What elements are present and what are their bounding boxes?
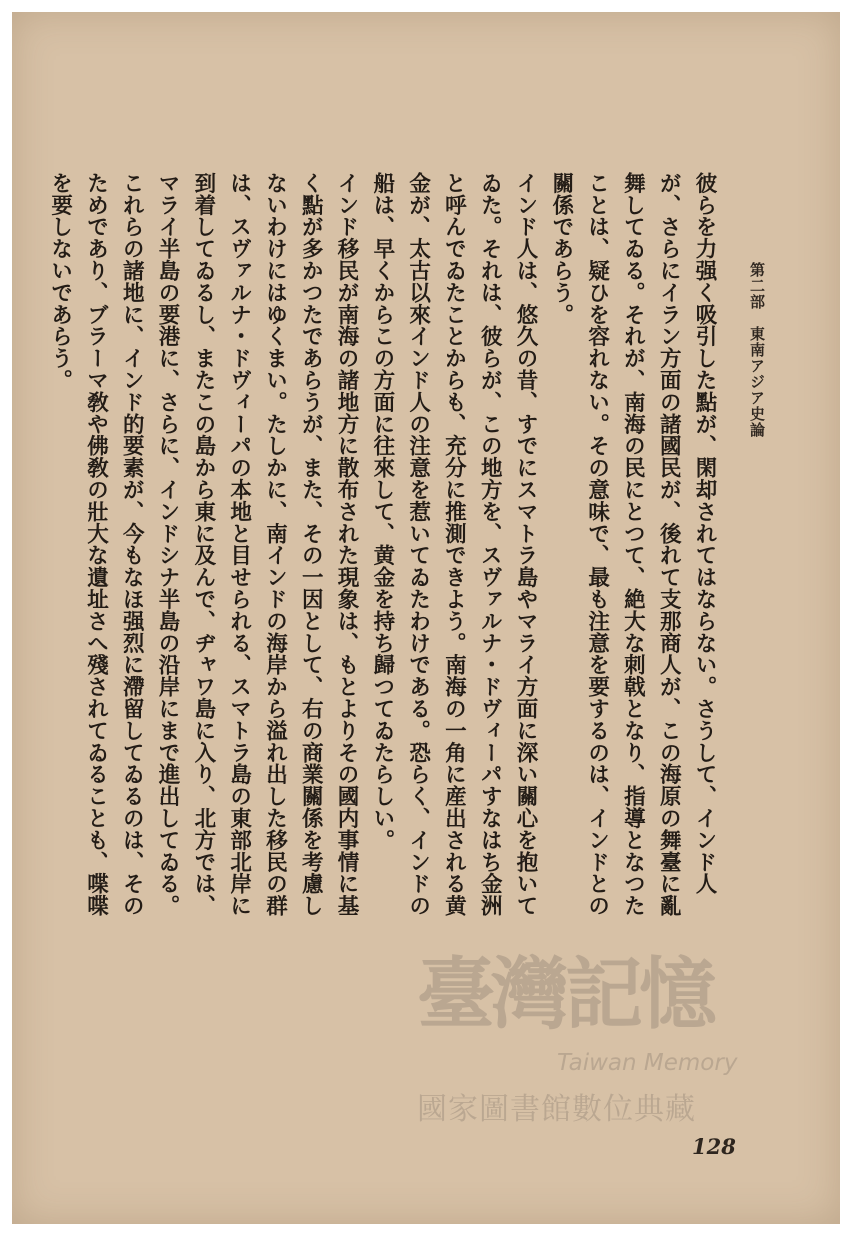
watermark [417,922,817,1142]
watermark-latin: Taiwan Memory [557,1050,738,1076]
body-text [47,172,722,922]
book-page [12,12,840,1224]
watermark-chars: 臺灣記憶 [417,950,714,1040]
paragraph-2: インド人は、悠久の昔、すでにスマトラ島やマライ方面に深い關心を抱いてゐた。それは、彼らが、この地方を、スヴァルナ・ドヴィーパすなはち金洲と呼んでゐたことからも、充分に推測できよう。南海の一角に産出される黄金が、太古以來インド人の注意を惹いてゐたわけである。恐らく、インドの船は、早くからこの方面に往來して、黄金を持ち歸つてゐたらしい。 [369,172,539,917]
paragraph-1: 彼らを力强く吸引した點が、閑却されてはならない。さうして、インド人が、さらにイラン方面の諸國民が、後れて支那商人が、この海原の舞臺に亂舞してゐる。それが、南海の民にとつて、絶大な刺戟となり、指導となつたことは、疑ひを容れない。その意味で、最も注意を要するのは、インドとの關係であらう。 [548,172,717,917]
paragraph-3: インド移民が南海の諸地方に散布された現象は、もとよりその國内事情に基く點が多かつたであらうが、また、その一因として、右の商業關係を考慮しないわけにはゆくまい。たしかに、南インドの海岸から溢れ出した移民の群は、スヴァルナ・ドヴィーパの本地と目せられる、スマトラ島の東部北岸に到着してゐるし、またこの島から東に及んで、ヂャワ島に入り、北方では、マライ半島の要港に、さらに、インドシナ半島の沿岸にまで進出してゐる。これらの諸地に、インド的要素が、今もなほ强烈に滯留してゐるのは、そのためであり、ブラーマ敎や佛敎の壯大な遺址さへ殘されてゐることも、喋喋を要しないであらう。 [47,172,360,917]
running-header: 第二部 東南アジア史論 [748,262,766,438]
watermark-org: 國家圖書館數位典藏 [417,1092,696,1127]
page-number: 128 [692,1134,736,1159]
